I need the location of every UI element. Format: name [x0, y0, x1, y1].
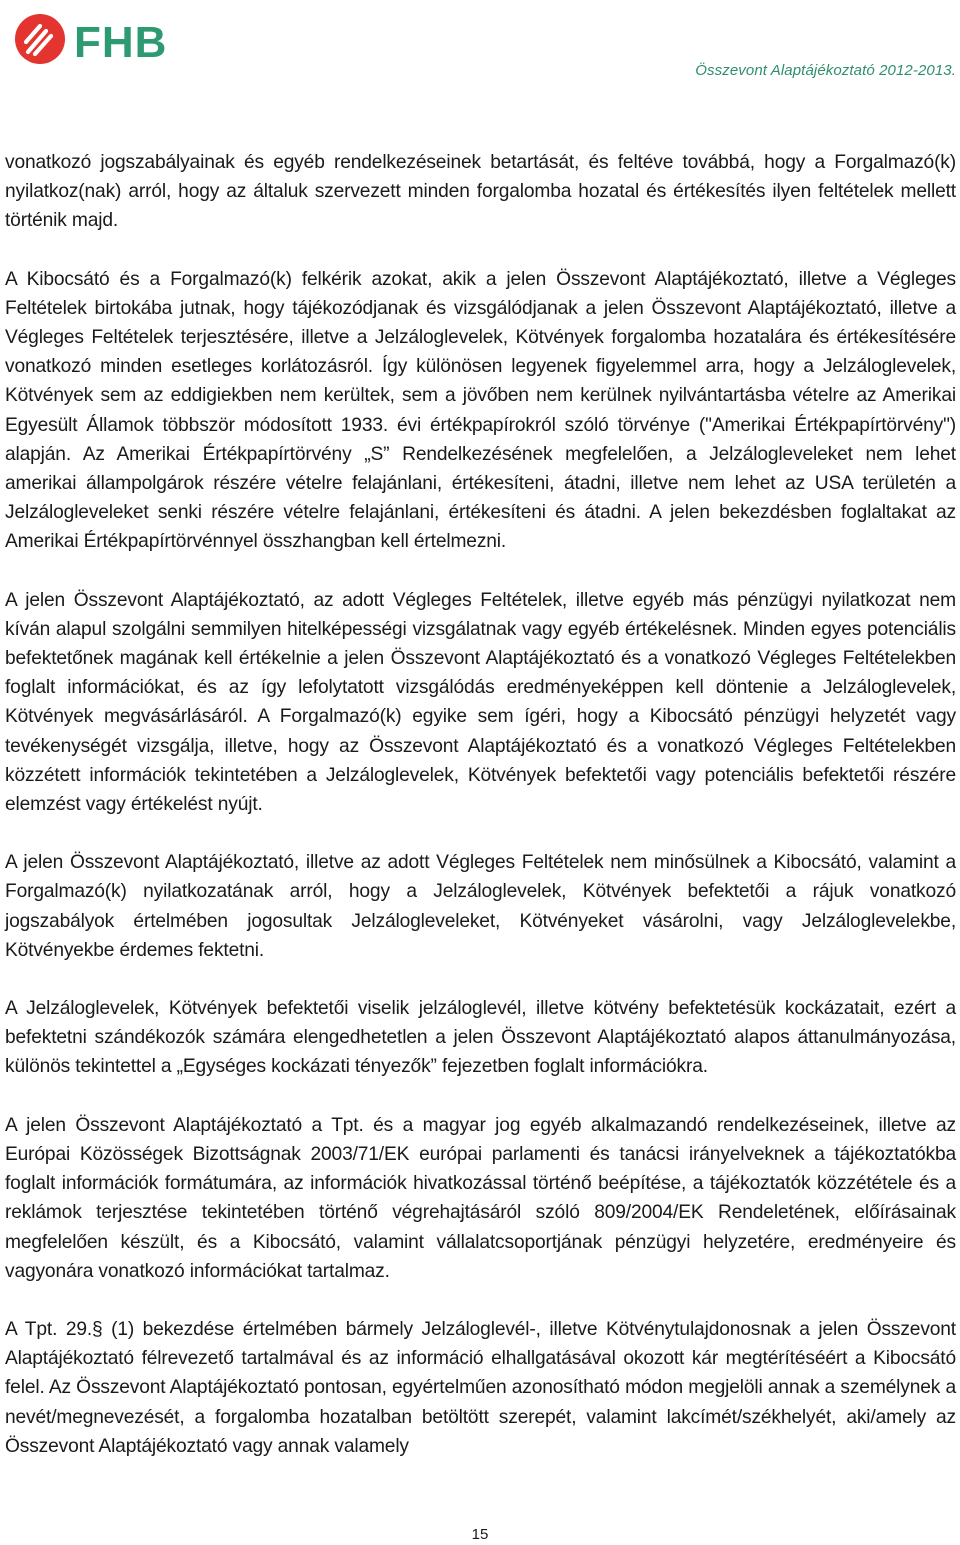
- document-body: [5, 148, 956, 1490]
- paragraph: vonatkozó jogszabályainak és egyéb rendelkezéseinek betartását, és feltéve továbbá, hogy a Forgalmazó(k) nyilatkoz(nak) arról, hogy az általuk szervezett minden forgalomba hozatal és értékesítés ilyen feltételek mellett történik majd.: [5, 152, 956, 232]
- document-title: Összevont Alaptájékoztató 2012-2013.: [695, 62, 956, 79]
- fhb-logo: [14, 12, 184, 68]
- paragraph: A jelen Összevont Alaptájékoztató a Tpt. és a magyar jog egyéb alkalmazandó rendelkezéseinek, illetve az Európai Közösségek Bizottságnak 2003/71/EK európai parlamenti és tanácsi irányelveknek a tájékoztatókba foglalt információk formátumára, az információk hivatkozással történő beépítése, a tájékoztatók közzététele és a reklámok terjesztése tekintetében történő végrehajtásáról szóló 809/2004/EK Rendeletének, előírásainak megfelelően készült, és a Kibocsátó, valamint vállalatcsoportjának pénzügyi helyzetére, eredményeire és vagyonára vonatkozó információkat tartalmaz.: [5, 1114, 956, 1282]
- paragraph: A Jelzáloglevelek, Kötvények befektetői viselik jelzáloglevél, illetve kötvény befektetésük kockázatait, ezért a befektetni szándékozók számára elengedhetetlen a jelen Összevont Alaptájékoztató alapos áttanulmányozása, különös tekintettel a „Egységes kockázati tényezők” fejezetben foglalt információkra.: [5, 998, 956, 1078]
- page-header: [0, 0, 960, 80]
- paragraph: A Kibocsátó és a Forgalmazó(k) felkérik azokat, akik a jelen Összevont Alaptájékoztató, illetve a Végleges Feltételek birtokába jutnak, hogy tájékozódjanak és vizsgálódjanak a jelen Összevont Alaptájékoztató, illetve a Végleges Feltételek terjesztésére, illetve a Jelzáloglevelek, Kötvények forgalomba hozatalára és értékesítésére vonatkozó minden esetleges korlátozásról. Így különösen legyenek figyelemmel arra, hogy a Jelzáloglevelek, Kötvények sem az eddigiekben nem kerültek, sem a jövőben nem kerülnek nyilvántartásba vételre az Amerikai Egyesült Államok többször módosított 1933. évi értékpapírokról szóló törvénye ("Amerikai Értékpapírtörvény") alapján. Az Amerikai Értékpapírtörvény „S” Rendelkezésének megfelelően, a Jelzálogleveleket nem lehet amerikai állampolgárok részére vételre felajánlani, értékesíteni, átadni, illetve nem lehet az USA területén a Jelzálogleveleket senki részére vételre felajánlani, értékesíteni és átadni. A jelen bekezdésben foglaltakat az Amerikai Értékpapírtörvénnyel összhangban kell értelmezni.: [5, 268, 956, 553]
- page-number: 15: [471, 1526, 489, 1543]
- logo-text: FHB: [74, 18, 168, 67]
- paragraph: A jelen Összevont Alaptájékoztató, az adott Végleges Feltételek, illetve egyéb más pénzügyi nyilatkozat nem kíván alapul szolgálni semmilyen hitelképességi vizsgálatnak vagy egyéb értékelésnek. Minden egyes potenciális befektetőnek magának kell értékelnie a jelen Összevont Alaptájékoztató és a vonatkozó Végleges Feltételekben foglalt információkat, és az így lefolytatott vizsgálódás eredményeképpen kell döntenie a Jelzáloglevelek, Kötvények megvásárlásáról. A Forgalmazó(k) egyike sem ígéri, hogy a Kibocsátó pénzügyi helyzetét vagy tevékenységét vizsgálja, illetve, hogy az Összevont Alaptájékoztató és a vonatkozó Végleges Feltételekben közzétett információk tekintetében a Jelzáloglevelek, Kötvények befektetői vagy potenciális befektetői részére elemzést vagy értékelést nyújt.: [5, 589, 956, 816]
- paragraph: A jelen Összevont Alaptájékoztató, illetve az adott Végleges Feltételek nem minősülnek a Kibocsátó, valamint a Forgalmazó(k) nyilatkozatának arról, hogy a Jelzáloglevelek, Kötvények befektetői a rájuk vonatkozó jogszabályok értelmében jogosultak Jelzálogleveleket, Kötvényeket vásárolni, vagy Jelzáloglevelekbe, Kötvényekbe érdemes fektetni.: [5, 852, 956, 961]
- paragraph: A Tpt. 29.§ (1) bekezdése értelmében bármely Jelzáloglevél-, illetve Kötvénytulajdonosnak a jelen Összevont Alaptájékoztató félrevezető tartalmával és az információ elhallgatásával okozott kár megtérítéséért a Kibocsátó felel. Az Összevont Alaptájékoztató pontosan, egyértelműen azonosítható módon megjelöli annak a személynek a nevét/megnevezését, a forgalomba hozatalban betöltött szerepét, valamint lakcímét/székhelyét, aki/amely az Összevont Alaptájékoztató vagy annak valamely: [5, 1318, 956, 1457]
